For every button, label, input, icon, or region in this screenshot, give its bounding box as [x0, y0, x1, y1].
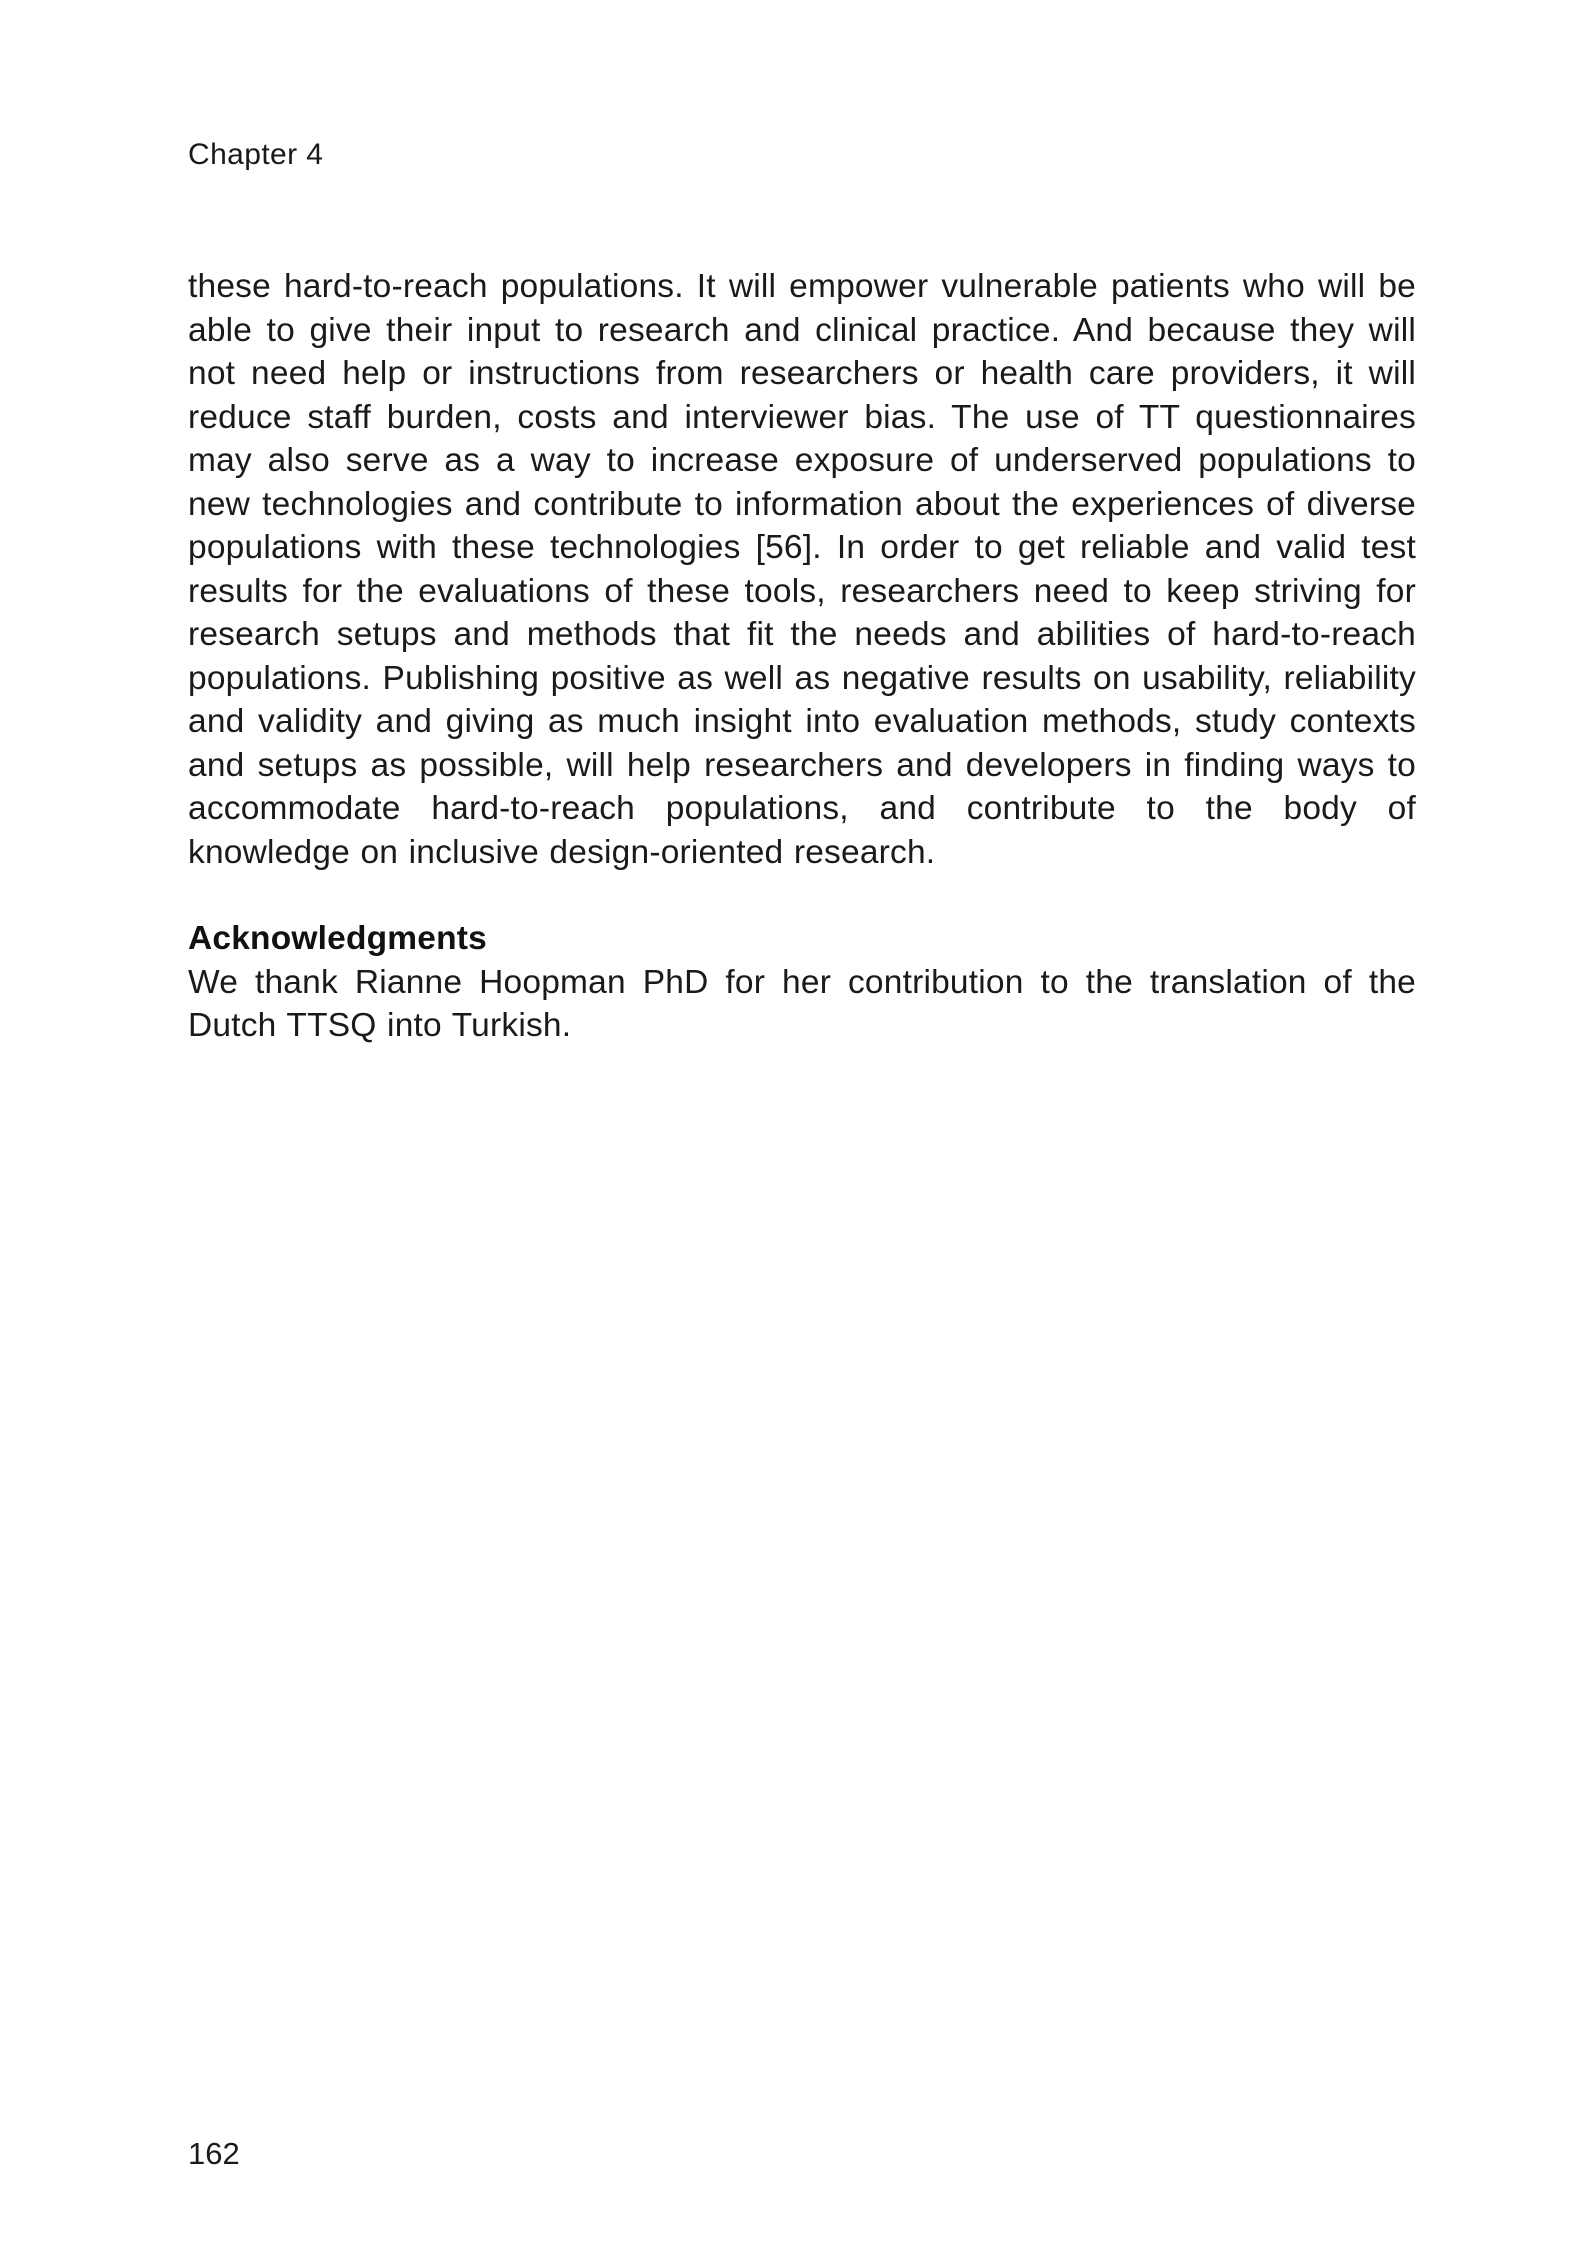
- page-content: [188, 0, 1416, 1048]
- page-number: 162: [188, 2136, 240, 2171]
- acknowledgments-paragraph: We thank Rianne Hoopman PhD for her contribution to the translation of the Dutch TTSQ into Turkish.: [188, 963, 1416, 1044]
- chapter-header: Chapter 4: [188, 138, 324, 171]
- acknowledgments-heading: Acknowledgments: [188, 920, 487, 957]
- body-paragraph: these hard-to-reach populations. It will empower vulnerable patients who will be able to give their input to research and clinical practice. And because they will not need help or instructions from researchers or health care providers, it will reduce staff burden, costs and interviewer bias. The use of TT questionnaires may also serve as a way to increase exposure of underserved populations to new technologies and contribute to information about the experiences of diverse populations with these technologies [56]. In order to get reliable and valid test results for the evaluations of these tools, researchers need to keep striving for research setups and methods that fit the needs and abilities of hard-to-reach populations. Publishing positive as well as negative results on usability, reliability and validity and giving as much insight into evaluation methods, study contexts and setups as possible, will help researchers and developers in finding ways to accommodate hard-to-reach populations, and contribute to the body of knowledge on inclusive design-oriented research.: [188, 268, 1416, 871]
